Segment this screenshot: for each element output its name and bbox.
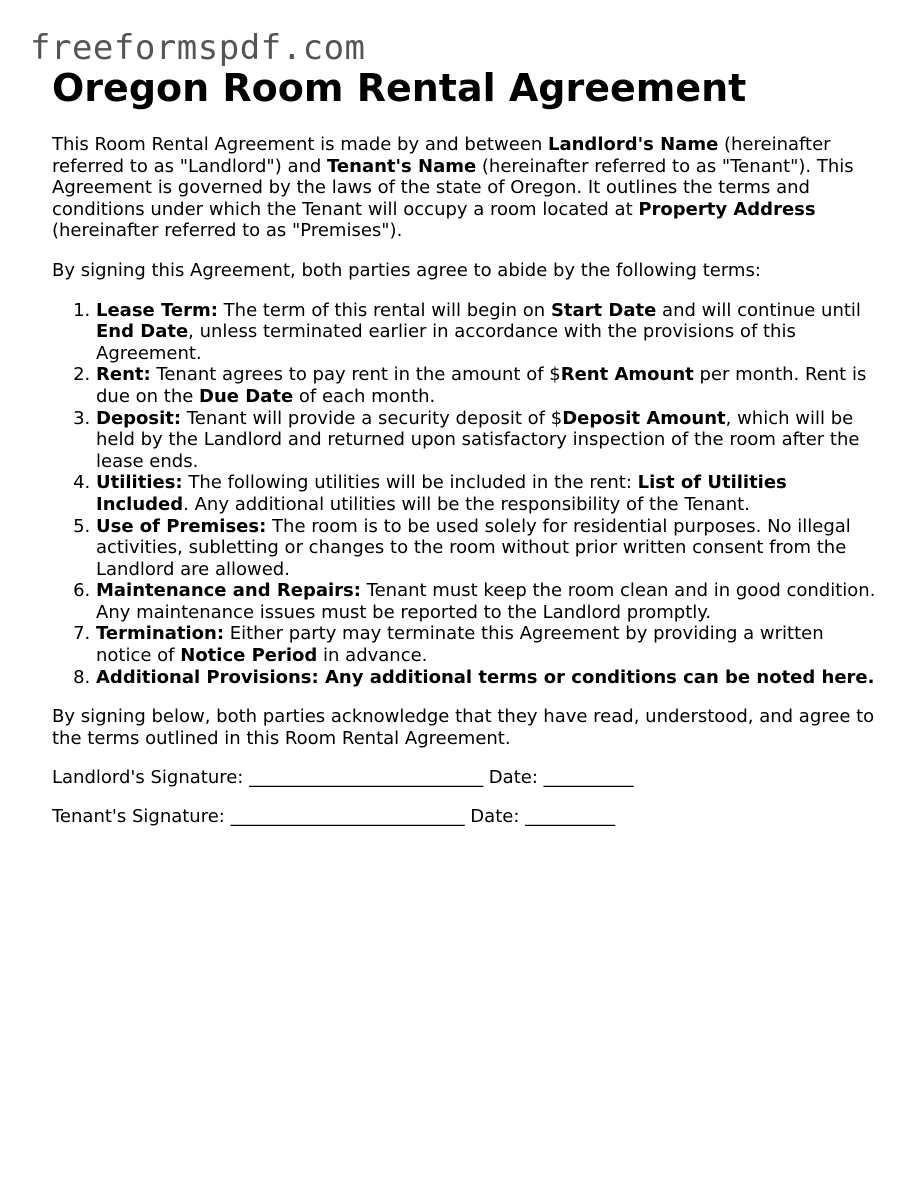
term-text: and will continue until (656, 299, 861, 321)
term-label: Deposit: (96, 407, 182, 429)
term-label: Maintenance and Repairs: (96, 580, 361, 602)
intro-text-4: (hereinafter referred to as "Premises"). (52, 220, 403, 242)
term-text: of each month. (293, 385, 436, 407)
terms-list (52, 300, 882, 689)
term-maintenance (96, 580, 882, 623)
acknowledgement-paragraph: By signing below, both parties acknowledge that they have read, understood, and agree to the terms outlined in this Room Rental Agreement. (52, 706, 875, 749)
watermark: freeformspdf.com (30, 28, 366, 68)
notice-period-placeholder: Notice Period (180, 645, 318, 667)
term-rent (96, 364, 882, 407)
term-text: Tenant must keep the room clean and in good condition. Any maintenance issues must be reported to the Landlord promptly. (96, 580, 876, 623)
term-text: , unless terminated earlier in accordance with the provisions of this Agreement. (96, 321, 796, 364)
term-text: per month. Rent is due on the (96, 364, 867, 407)
start-date-placeholder: Start Date (550, 299, 657, 321)
additional-provisions-text: Additional Provisions: Any additional terms or conditions can be noted here. (96, 666, 875, 688)
end-date-placeholder: End Date (96, 321, 189, 343)
tenant-signature-line: Tenant's Signature: __________________________ Date: __________ (52, 806, 616, 828)
intro-text-2: (hereinafter referred to as "Landlord") and (52, 134, 831, 177)
terms-intro: By signing this Agreement, both parties agree to abide by the following terms: (52, 259, 761, 281)
due-date-placeholder: Due Date (199, 385, 294, 407)
term-label: Utilities: (96, 472, 183, 494)
utilities-list-placeholder: List of Utilities Included (96, 472, 787, 515)
term-text: The following utilities will be included in the rent: (182, 472, 638, 494)
intro-text-3: (hereinafter referred to as "Tenant"). This Agreement is governed by the laws of the state of Oregon. It outlines the terms and conditions under which the Tenant will occupy a room located at (52, 155, 854, 220)
term-text: , which will be held by the Landlord and returned upon satisfactory inspection of the room after the lease ends. (96, 407, 860, 472)
term-text: in advance. (317, 645, 428, 667)
term-termination (96, 623, 882, 666)
term-lease (96, 300, 882, 365)
term-label: Termination: (96, 623, 225, 645)
term-use-of-premises (96, 516, 882, 581)
landlord-name-placeholder: Landlord's Name (548, 134, 719, 155)
term-label: Rent: (96, 364, 151, 386)
term-label: Use of Premises: (96, 515, 267, 537)
property-address-placeholder: Property Address (638, 198, 816, 220)
term-text: Tenant will provide a security deposit of $ (181, 407, 563, 429)
deposit-amount-placeholder: Deposit Amount (562, 407, 726, 429)
term-deposit (96, 408, 882, 473)
landlord-signature-line: Landlord's Signature: __________________________ Date: __________ (52, 767, 634, 789)
term-label: Lease Term: (96, 299, 218, 321)
tenant-name-placeholder: Tenant's Name (327, 155, 477, 177)
term-text: The room is to be used solely for residential purposes. No illegal activities, subletting or changes to the room without prior written consent from the Landlord are allowed. (96, 515, 851, 580)
term-text: . Any additional utilities will be the responsibility of the Tenant. (183, 493, 750, 515)
page-title: Oregon Room Rental Agreement (52, 66, 747, 110)
term-additional-provisions (96, 667, 882, 689)
term-text: Tenant agrees to pay rent in the amount of $ (150, 364, 561, 386)
document-body (52, 66, 882, 828)
term-text: The term of this rental will begin on (217, 299, 551, 321)
rent-amount-placeholder: Rent Amount (560, 364, 694, 386)
term-text: Either party may terminate this Agreement by providing a written notice of (96, 623, 824, 667)
intro-text-1: This Room Rental Agreement is made by and between (52, 134, 548, 155)
intro-paragraph (52, 134, 882, 242)
term-utilities (96, 472, 882, 515)
